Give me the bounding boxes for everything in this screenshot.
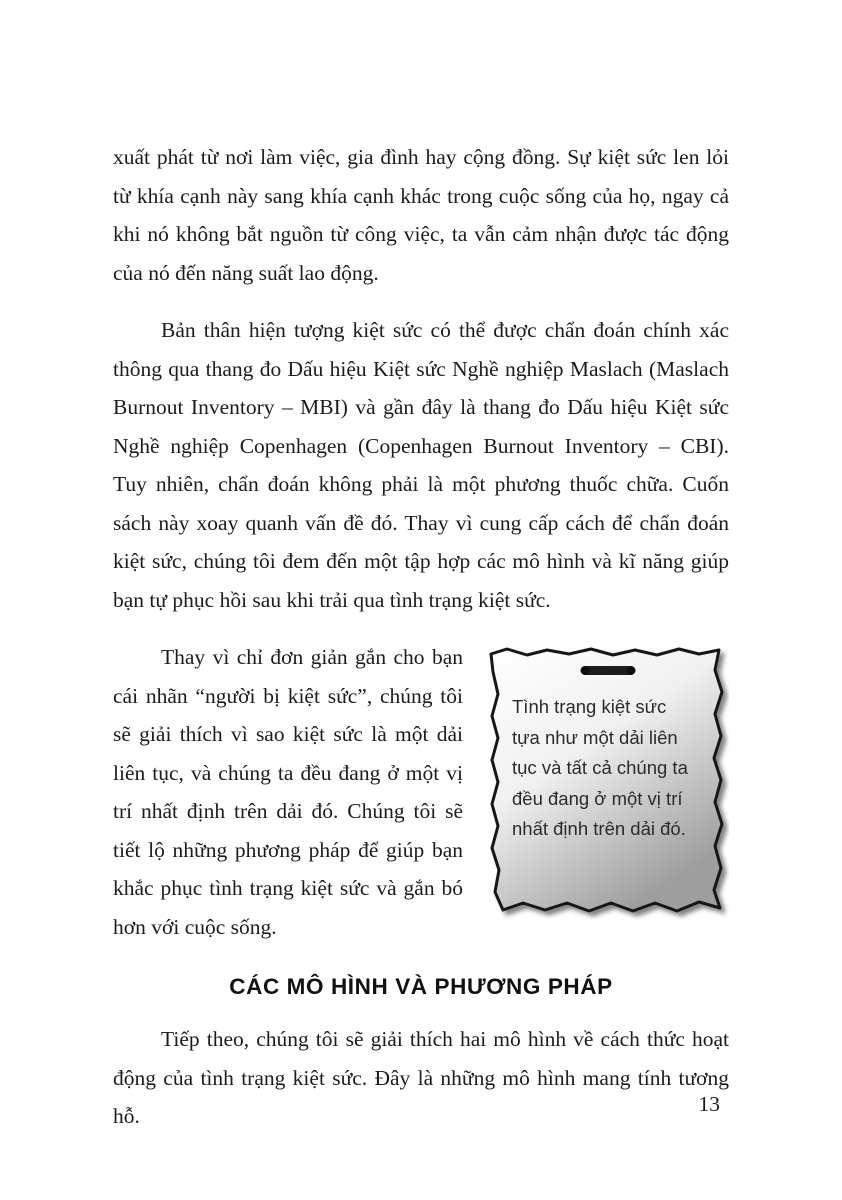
body-paragraph: Tiếp theo, chúng tôi sẽ giải thích hai mô hình về cách thức hoạt động của tình trạng kiệt sức. Đây là những mô hình mang tính tương hỗ. xyxy=(113,1027,729,1128)
pin-icon xyxy=(581,666,636,675)
page-number: 13 xyxy=(698,1092,720,1116)
body-paragraph: xuất phát từ nơi làm việc, gia đình hay cộng đồng. Sự kiệt sức len lỏi từ khía cạnh này sang khía cạnh khác trong cuộc sống của họ, ngay cả khi nó không bắt nguồn từ công việc, ta vẫn cảm nhận được tác động của nó đến năng suất lao động. xyxy=(113,145,729,285)
body-paragraph: Bản thân hiện tượng kiệt sức có thể được chẩn đoán chính xác thông qua thang đo Dấu hiệu Kiệt sức Nghề nghiệp Maslach (Maslach Burnout Inventory – MBI) và gần đây là thang đo Dấu hiệu Kiệt sức Nghề nghiệp Copenhagen (Copenhagen Burnout Inventory – CBI). Tuy nhiên, chẩn đoán không phải là một phương thuốc chữa. Cuốn sách này xoay quanh vấn đề đó. Thay vì cung cấp cách để chẩn đoán kiệt sức, chúng tôi đem đến một tập hợp các mô hình và kĩ năng giúp bạn tự phục hồi sau khi trải qua tình trạng kiệt sức. xyxy=(113,318,729,612)
paragraph-with-callout xyxy=(113,638,729,946)
callout-text: Tình trạng kiệt sức tựa như một dải liên tục và tất cả chúng ta đều đang ở một vị trí nhất định trên dải đó. xyxy=(512,696,688,839)
callout-note xyxy=(485,642,729,922)
section-heading: CÁC MÔ HÌNH VÀ PHƯƠNG PHÁP xyxy=(229,974,613,999)
body-paragraph: Thay vì chỉ đơn giản gắn cho bạn cái nhãn “người bị kiệt sức”, chúng tôi sẽ giải thích vì sao kiệt sức là một dải liên tục, và chúng ta đều đang ở một vị trí nhất định trên dải đó. Chúng tôi sẽ tiết lộ những phương pháp để giúp bạn khắc phục tình trạng kiệt sức và gắn bó hơn với cuộc sống. xyxy=(113,645,463,939)
page-content xyxy=(113,138,729,1155)
